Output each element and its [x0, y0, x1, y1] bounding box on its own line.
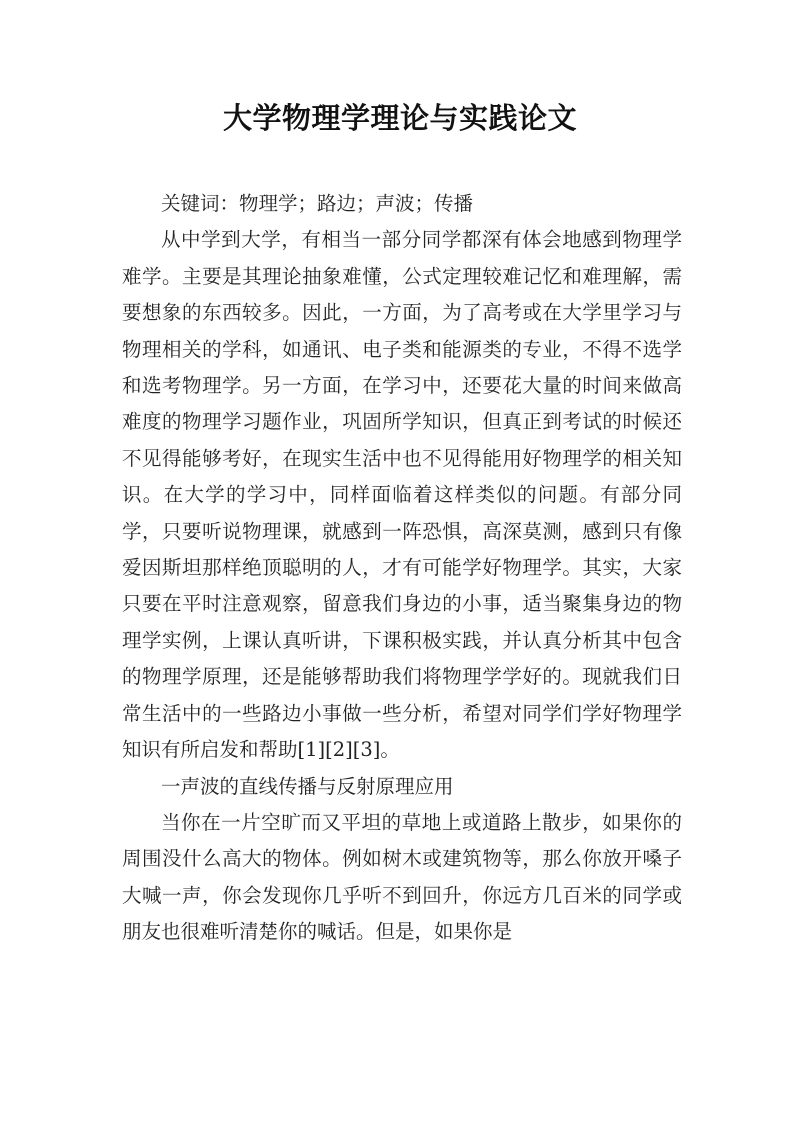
document-body [122, 186, 682, 951]
paragraph-intro: 从中学到大学，有相当一部分同学都深有体会地感到物理学难学。主要是其理论抽象难懂，公式定理较难记忆和难理解，需要想象的东西较多。因此，一方面，为了高考或在大学里学习与物理相关的学科，如通讯、电子类和能源类的专业，不得不选学和选考物理学。另一方面，在学习中，还要花大量的时间来做高难度的物理学习题作业，巩固所学知识，但真正到考试的时候还不见得能够考好，在现实生活中也不见得能用好物理学的相关知识。在大学的学习中，同样面临着这样类似的问题。有部分同学，只要听说物理课，就感到一阵恐惧，高深莫测，感到只有像爱因斯坦那样绝顶聪明的人，才有可能学好物理学。其实，大家只要在平时注意观察，留意我们身边的小事，适当聚集身边的物理学实例，上课认真听讲，下课积极实践，并认真分析其中包含的物理学原理，还是能够帮助我们将物理学学好的。现就我们日常生活中的一些路边小事做一些分析，希望对同学们学好物理学知识有所启发和帮助[1][2][3]。 [122, 228, 682, 762]
document-title: 大学物理学理论与实践论文 [222, 101, 577, 135]
keywords-line: 关键词：物理学；路边；声波；传播 [161, 192, 474, 215]
paragraph-sound-wave: 当你在一片空旷而又平坦的草地上或道路上散步，如果你的周围没什么高大的物体。例如树木或建筑物等，那么你放开嗓子大喊一声，你会发现你几乎听不到回升，你远方几百米的同学或朋友也很难听清楚你的喊话。但是，如果你是 [122, 810, 682, 944]
section-heading: 一声波的直线传播与反射原理应用 [161, 774, 454, 798]
